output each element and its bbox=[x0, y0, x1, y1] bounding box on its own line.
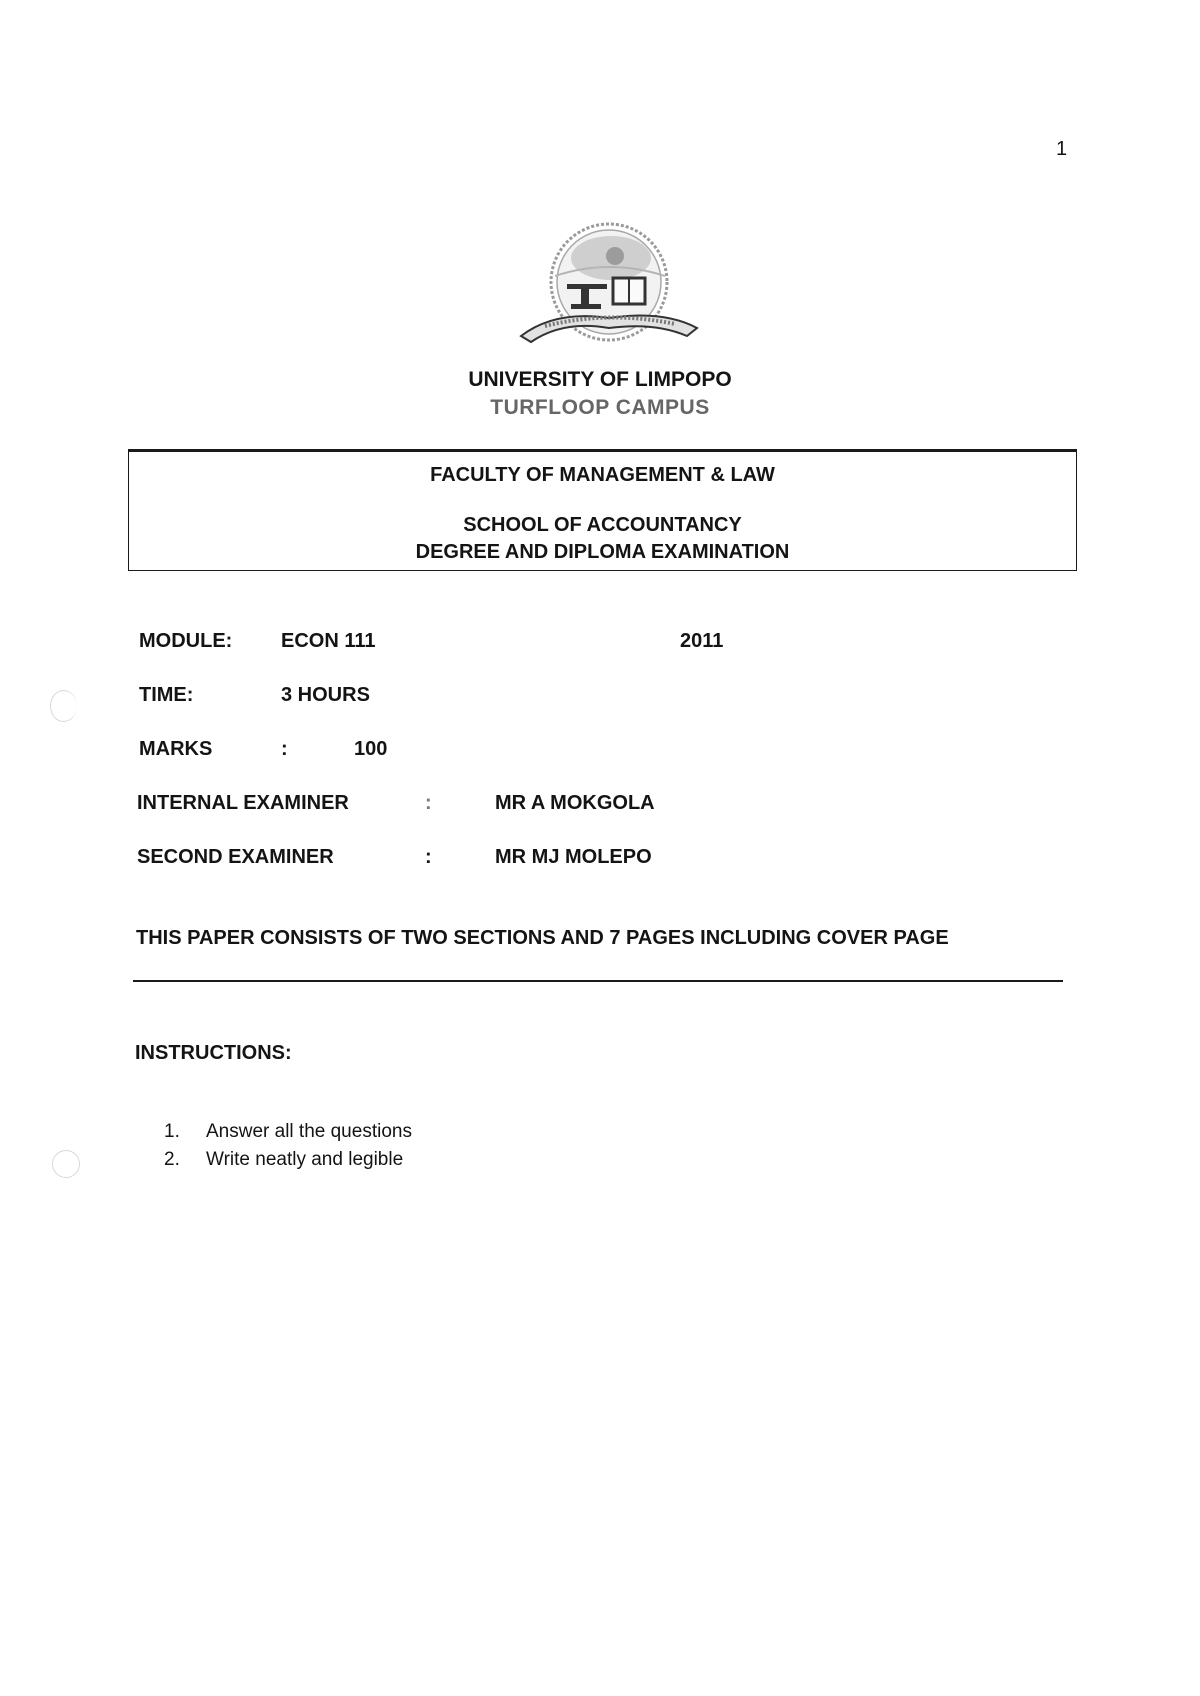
scan-punch-mark bbox=[52, 1150, 80, 1178]
faculty-header-box bbox=[128, 449, 1077, 571]
paper-structure-note: THIS PAPER CONSISTS OF TWO SECTIONS AND 7 PAGES INCLUDING COVER PAGE bbox=[136, 927, 949, 949]
time-label: TIME: bbox=[139, 684, 194, 706]
internal-examiner-label: INTERNAL EXAMINER bbox=[137, 792, 349, 814]
list-item-number: 1. bbox=[164, 1121, 180, 1142]
second-examiner-label: SECOND EXAMINER bbox=[137, 846, 334, 868]
school-name: SCHOOL OF ACCOUNTANCY bbox=[463, 514, 742, 536]
list-item bbox=[164, 1118, 412, 1146]
university-name: UNIVERSITY OF LIMPOPO bbox=[468, 368, 732, 391]
second-examiner-colon: : bbox=[425, 846, 432, 868]
faculty-name: FACULTY OF MANAGEMENT & LAW bbox=[430, 464, 775, 486]
scan-punch-mark bbox=[50, 690, 77, 722]
marks-value: 100 bbox=[354, 738, 388, 760]
campus-name: TURFLOOP CAMPUS bbox=[490, 396, 710, 419]
internal-examiner-value: MR A MOKGOLA bbox=[495, 792, 655, 814]
module-value: ECON 111 bbox=[281, 630, 376, 652]
page-number: 1 bbox=[1056, 138, 1068, 160]
university-seal-logo bbox=[515, 218, 703, 354]
second-examiner-value: MR MJ MOLEPO bbox=[495, 846, 652, 868]
list-item-number: 2. bbox=[164, 1149, 180, 1170]
marks-label: MARKS bbox=[139, 738, 213, 760]
list-item-text: Write neatly and legible bbox=[206, 1149, 404, 1170]
exam-type: DEGREE AND DIPLOMA EXAMINATION bbox=[415, 541, 790, 563]
internal-examiner-colon: : bbox=[425, 792, 432, 814]
time-value: 3 HOURS bbox=[281, 684, 370, 706]
exam-year: 2011 bbox=[680, 630, 724, 652]
marks-colon: : bbox=[281, 738, 288, 760]
list-item-text: Answer all the questions bbox=[206, 1121, 412, 1142]
list-item bbox=[164, 1146, 412, 1174]
module-label: MODULE: bbox=[139, 630, 233, 652]
instructions-list bbox=[164, 1118, 412, 1174]
instructions-heading: INSTRUCTIONS: bbox=[135, 1042, 292, 1064]
divider-rule bbox=[133, 980, 1063, 982]
